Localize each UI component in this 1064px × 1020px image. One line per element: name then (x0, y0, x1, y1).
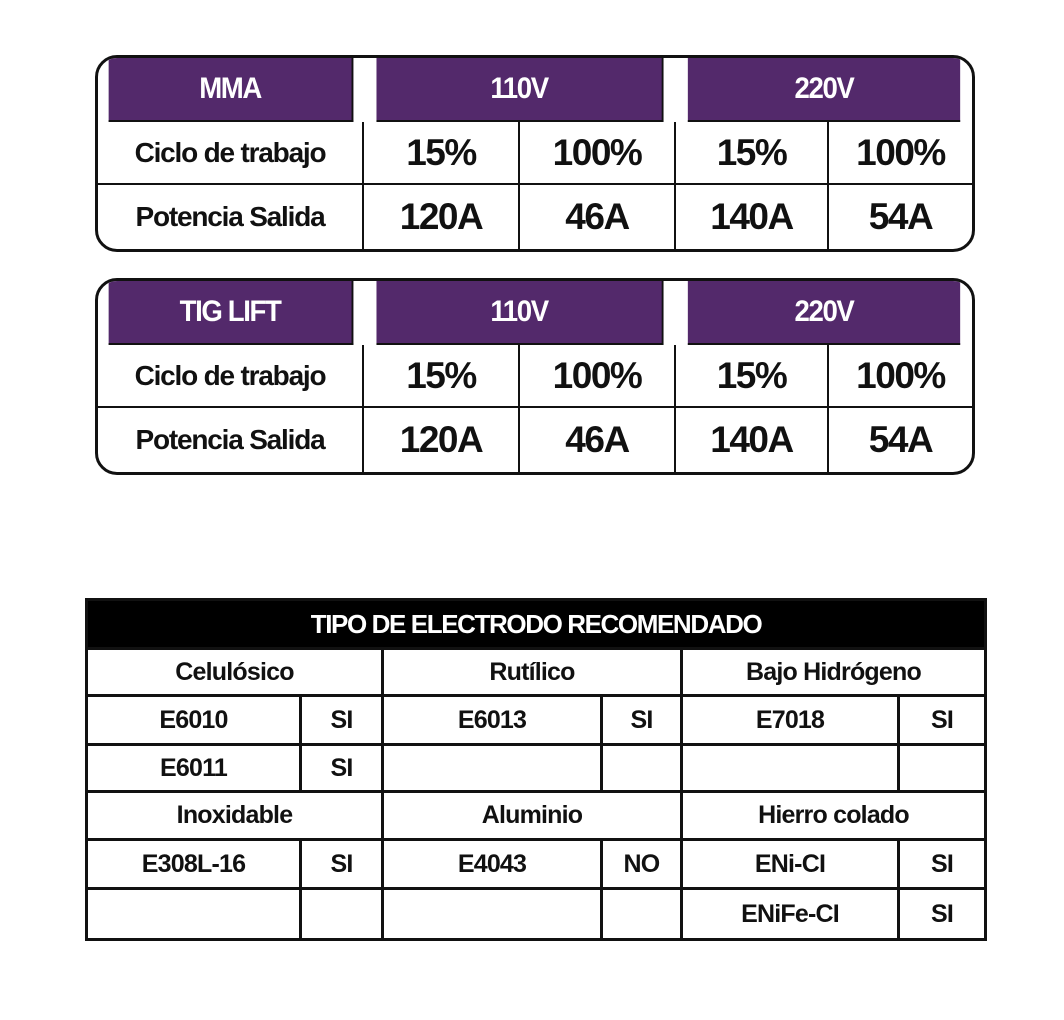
output-power-value: 46A (520, 408, 676, 472)
electrode-code (384, 890, 603, 938)
mode-header: TIG LIFT (109, 281, 354, 345)
output-power-value: 140A (676, 408, 829, 472)
electrode-code: ENi-CI (683, 841, 900, 890)
electrode-code: E7018 (683, 697, 900, 746)
category-header: Aluminio (384, 793, 683, 841)
output-power-value: 120A (364, 185, 520, 249)
mode-header: MMA (109, 58, 354, 122)
category-header: Celulósico (88, 650, 384, 697)
electrode-code: E4043 (384, 841, 603, 890)
recommended-flag: SI (900, 841, 984, 890)
recommended-flag (603, 890, 683, 938)
row-label-duty-cycle: Ciclo de trabajo (98, 345, 364, 408)
tig-lift-spec-table (95, 278, 975, 475)
electrode-code: E308L-16 (88, 841, 302, 890)
category-header: Rutílico (384, 650, 683, 697)
duty-cycle-value: 15% (364, 122, 520, 185)
voltage-header-220v: 220V (688, 281, 960, 345)
electrode-code: E6010 (88, 697, 302, 746)
electrode-code: ENiFe-CI (683, 890, 900, 938)
recommended-flag: NO (603, 841, 683, 890)
recommended-flag: SI (302, 841, 384, 890)
electrode-table-title: TIPO DE ELECTRODO RECOMENDADO (88, 601, 984, 650)
category-header: Bajo Hidrógeno (683, 650, 984, 697)
row-label-duty-cycle: Ciclo de trabajo (98, 122, 364, 185)
row-label-output-power: Potencia Salida (98, 408, 364, 472)
voltage-header-110v: 110V (376, 281, 663, 345)
recommended-flag (603, 746, 683, 793)
mma-spec-table (95, 55, 975, 252)
recommended-flag (900, 746, 984, 793)
voltage-header-220v: 220V (688, 58, 960, 122)
duty-cycle-value: 15% (676, 122, 829, 185)
recommended-flag: SI (603, 697, 683, 746)
recommended-flag (302, 890, 384, 938)
output-power-value: 120A (364, 408, 520, 472)
electrode-code (88, 890, 302, 938)
recommended-flag: SI (900, 697, 984, 746)
electrode-table (85, 598, 987, 941)
voltage-header-110v: 110V (376, 58, 663, 122)
output-power-value: 46A (520, 185, 676, 249)
duty-cycle-value: 100% (829, 122, 972, 185)
category-header: Hierro colado (683, 793, 984, 841)
duty-cycle-value: 15% (676, 345, 829, 408)
duty-cycle-value: 100% (829, 345, 972, 408)
recommended-flag: SI (302, 746, 384, 793)
electrode-code: E6013 (384, 697, 603, 746)
duty-cycle-value: 100% (520, 122, 676, 185)
output-power-value: 54A (868, 196, 933, 237)
electrode-code (683, 746, 900, 793)
electrode-code (384, 746, 603, 793)
output-power-value: 54A (868, 419, 933, 460)
duty-cycle-value: 15% (364, 345, 520, 408)
output-power-value: 140A (676, 185, 829, 249)
recommended-flag: SI (302, 697, 384, 746)
recommended-flag: SI (930, 899, 954, 928)
duty-cycle-value: 100% (520, 345, 676, 408)
row-label-output-power: Potencia Salida (98, 185, 364, 249)
category-header: Inoxidable (88, 793, 384, 841)
electrode-code: E6011 (88, 746, 302, 793)
